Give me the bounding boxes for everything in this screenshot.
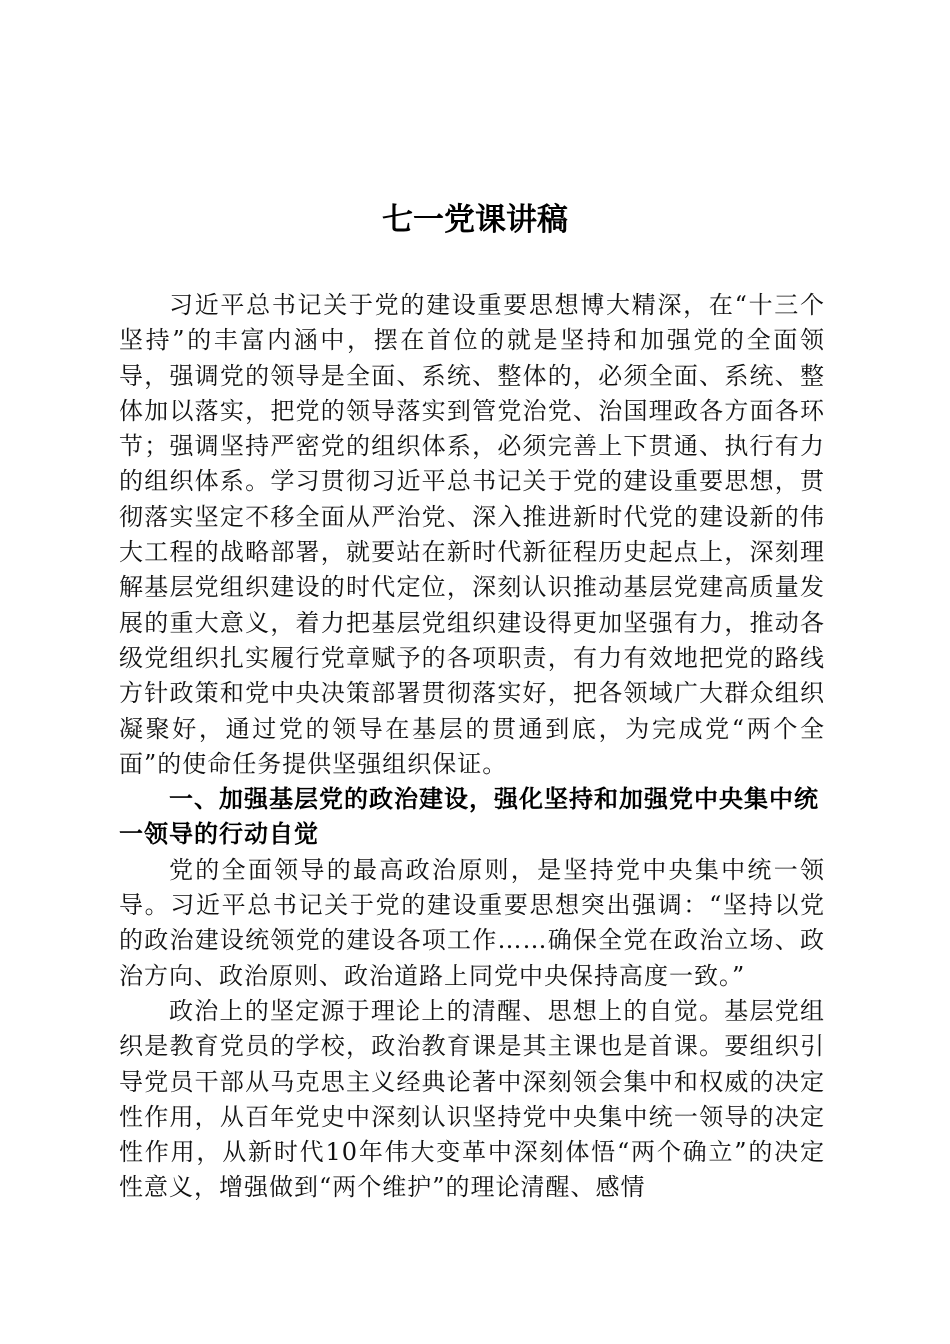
section-heading: 一、加强基层党的政治建设，强化坚持和加强党中央集中统一领导的行动自觉 <box>119 785 819 849</box>
section-paragraph: 党的全面领导的最高政治原则，是坚持党中央集中统一领导。习近平总书记关于党的建设重要思想突出强调：“坚持以党的政治建设统领党的建设各项工作……确保全党在政治立场、政治方向、政治原则、政治道路上同党中央保持高度一致。” <box>119 855 825 990</box>
intro-paragraph: 习近平总书记关于党的建设重要思想博大精深，在“十三个坚持”的丰富内涵中，摆在首位的就是坚持和加强党的全面领导，强调党的领导是全面、系统、整体的，必须全面、系统、整体加以落实，把党的领导落实到管党治党、治国理政各方面各环节；强调坚持严密党的组织体系，必须完善上下贯通、执行有力的组织体系。学习贯彻习近平总书记关于党的建设重要思想，贯彻落实坚定不移全面从严治党、深入推进新时代党的建设新的伟大工程的战略部署，就要站在新时代新征程历史起点上，深刻理解基层党组织建设的时代定位，深刻认识推动基层党建高质量发展的重大意义，着力把基层党组织建设得更加坚强有力，推动各级党组织扎实履行党章赋予的各项职责，有力有效地把党的路线方针政策和党中央决策部署贯彻落实好，把各领域广大群众组织凝聚好，通过党的领导在基层的贯通到底，为完成党“两个全面”的使命任务提供坚强组织保证。 <box>119 291 825 778</box>
document-body <box>119 288 825 1206</box>
section-paragraph: 政治上的坚定源于理论上的清醒、思想上的自觉。基层党组织是教育党员的学校，政治教育课是其主课也是首课。要组织引导党员干部从马克思主义经典论著中深刻领会集中和权威的决定性作用，从百年党史中深刻认识坚持党中央集中统一领导的决定性作用，从新时代10年伟大变革中深刻体悟“两个确立”的决定性意义，增强做到“两个维护”的理论清醒、感情 <box>119 996 825 1202</box>
document-title: 七一党课讲稿 <box>382 202 568 238</box>
